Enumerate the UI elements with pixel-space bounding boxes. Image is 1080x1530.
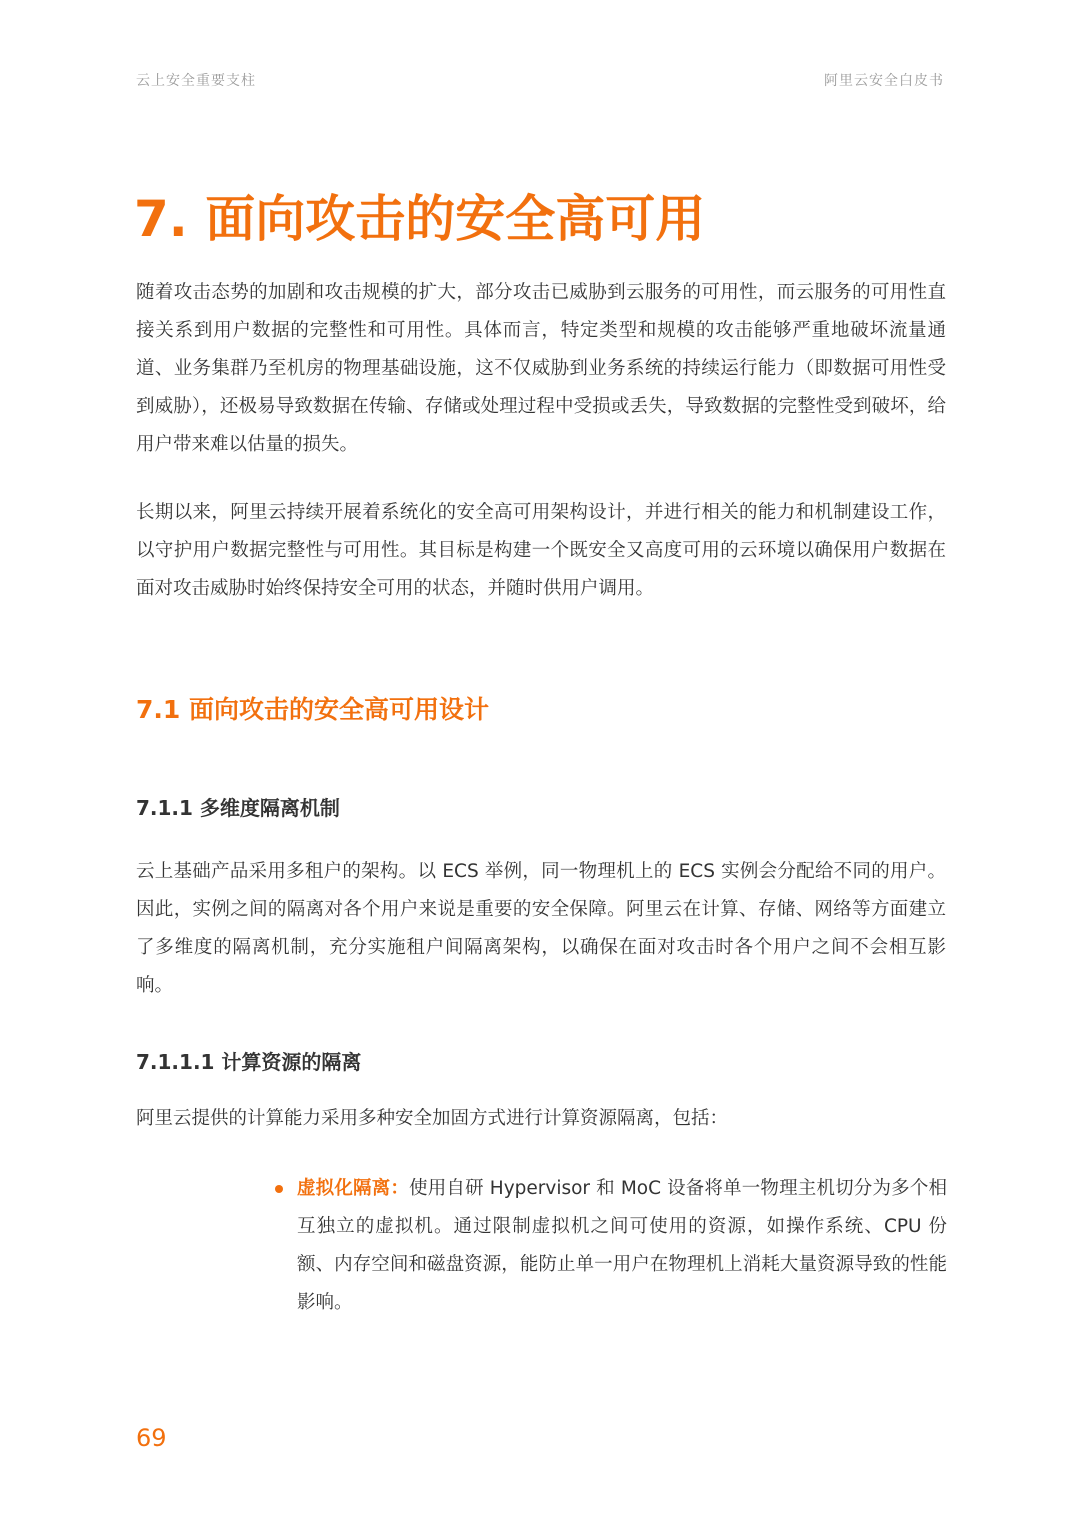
page-number: 69 <box>136 1424 167 1452</box>
intro-paragraph-2: 长期以来，阿里云持续开展着系统化的安全高可用架构设计，并进行相关的能力和机制建设工作，以守护用户数据完整性与可用性。其目标是构建一个既安全又高度可用的云环境以确保用户数据在面对攻击威胁时始终保持安全可用的状态，并随时供用户调用。 <box>136 502 946 599</box>
chapter-title: 7. 面向攻击的安全高可用 <box>134 190 706 248</box>
subsection-title-isolation: 7.1.1 多维度隔离机制 <box>136 796 340 820</box>
section-title: 7.1 面向攻击的安全高可用设计 <box>136 695 489 724</box>
running-header-right: 阿里云安全白皮书 <box>824 73 944 89</box>
bullet-body: 使用自研 Hypervisor 和 MoC 设备将单一物理主机切分为多个相互独立的虚拟机。通过限制虚拟机之间可使用的资源，如操作系统、CPU 份额、内存空间和磁盘资源，能防止单一用户在物理机上消耗大量资源导致的性能影响。 <box>297 1178 947 1313</box>
intro-paragraph-1: 随着攻击态势的加剧和攻击规模的扩大，部分攻击已威胁到云服务的可用性，而云服务的可用性直接关系到用户数据的完整性和可用性。具体而言，特定类型和规模的攻击能够严重地破坏流量通道、业务集群乃至机房的物理基础设施，这不仅威胁到业务系统的持续运行能力（即数据可用性受到威胁），还极易导致数据在传输、存储或处理过程中受损或丢失，导致数据的完整性受到破坏，给用户带来难以估量的损失。 <box>136 282 946 455</box>
bullet-dot-icon <box>275 1185 283 1193</box>
bullet-item-virtualization <box>275 1170 947 1322</box>
compute-paragraph: 阿里云提供的计算能力采用多种安全加固方式进行计算资源隔离，包括： <box>136 1108 729 1129</box>
isolation-paragraph: 云上基础产品采用多租户的架构。以 ECS 举例，同一物理机上的 ECS 实例会分配给不同的用户。因此，实例之间的隔离对各个用户来说是重要的安全保障。阿里云在计算、存储、网络等方面建立了多维度的隔离机制，充分实施租户间隔离架构，以确保在面对攻击时各个用户之间不会相互影响。 <box>136 861 946 996</box>
running-header-left: 云上安全重要支柱 <box>136 73 256 89</box>
bullet-text <box>297 1170 947 1322</box>
bullet-label: 虚拟化隔离： <box>297 1178 410 1199</box>
subsection-title-compute: 7.1.1.1 计算资源的隔离 <box>136 1050 362 1074</box>
